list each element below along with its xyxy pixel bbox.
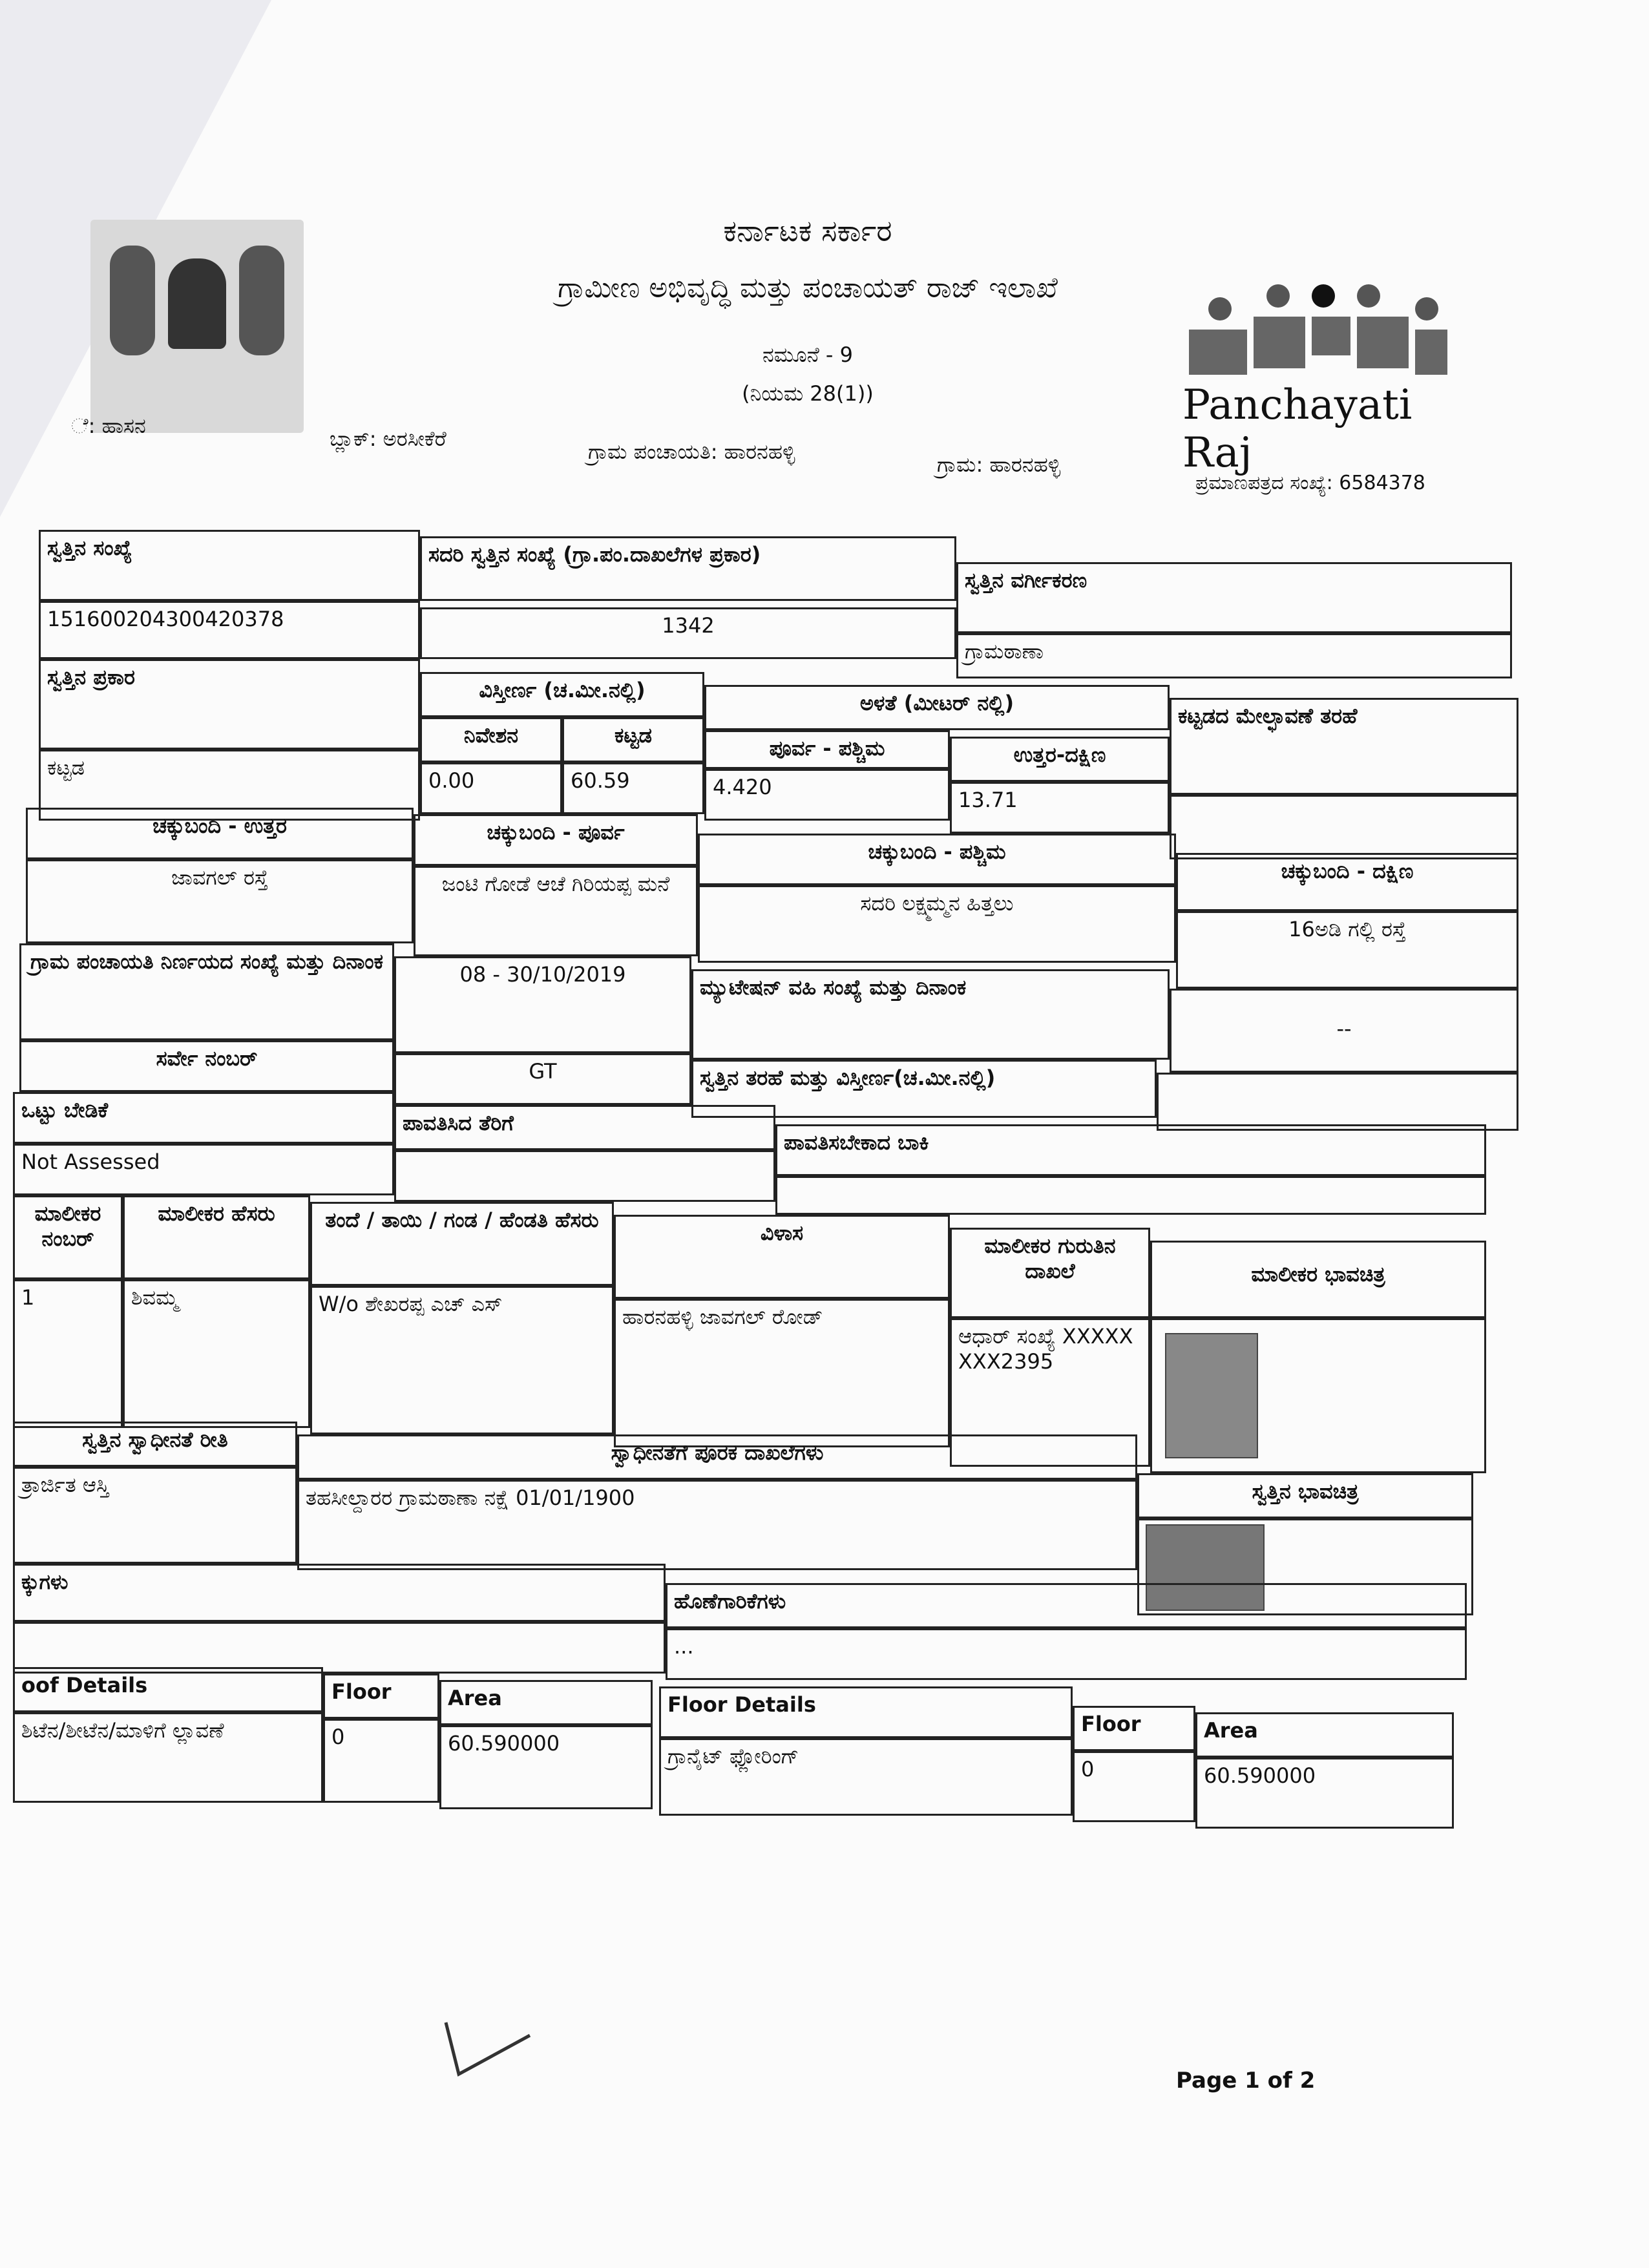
karnataka-emblem [90,220,304,433]
documents-label: ಸ್ವಾಧೀನತೆಗೆ ಪೂರಕ ದಾಖಲೆಗಳು [297,1434,1137,1480]
owner-photo-cell [1150,1318,1486,1473]
liabilities-label: ಹೊಣೆಗಾರಿಕೆಗಳು [666,1583,1467,1628]
tax-paid-label: ಪಾವತಿಸಿದ ತೆರಿಗೆ [394,1105,775,1150]
rule-no: (ನಿಯಮ 28(1)) [742,381,874,406]
property-no: 151600204300420378 [39,601,420,659]
address: ಹಾರನಹಳ್ಳಿ ಜಾವಗಲ್ ರೋಡ್ [614,1299,950,1447]
area-label: ವಿಸ್ತೀರ್ಣ (ಚ.ಮೀ.ನಲ್ಲಿ) [420,672,704,717]
survey-label: ಸರ್ವೇ ನಂಬರ್ [19,1040,394,1092]
boundary-east-label: ಚಕ್ಕುಬಂದಿ - ಪೂರ್ವ [414,814,698,866]
acquisition: ತ್ರಾರ್ಜಿತ ಆಸ್ತಿ [13,1467,297,1564]
resolution: 08 - 30/10/2019 [394,956,691,1053]
total-demand: Not Assessed [13,1144,394,1195]
floor-floor: 0 [1073,1751,1195,1822]
certificate-number: ಪ್ರಮಾಣಪತ್ರದ ಸಂಖ್ಯೆ: 6584378 [1195,472,1425,494]
roof-area: 60.590000 [439,1725,653,1809]
building-area: 60.59 [562,762,704,814]
owner-photo-label: ಮಾಲೀಕರ ಭಾವಚಿತ್ರ [1150,1241,1486,1318]
block: ಬ್ಲಾಕ್: ಅರಸೀಕೆರೆ [330,426,446,451]
roof-floor-label: Floor [323,1674,439,1719]
floor-details-label: Floor Details [659,1686,1073,1738]
owner-name: ಶಿವಮ್ಮ [123,1279,310,1428]
roof-area-label: Area [439,1680,653,1725]
village: ಗ್ರಾಮ: ಹಾರನಹಳ್ಳಿ [937,452,1061,477]
relation-name: W/o ಶೇಖರಪ್ಪ ಎಚ್ ಎಸ್ [310,1286,614,1434]
survey-no: GT [394,1053,691,1105]
district: ೆ: ಹಾಸನ [71,414,146,438]
ns-label: ಉತ್ತರ-ದಕ್ಷಿಣ [950,737,1170,782]
liabilities: ... [666,1628,1467,1680]
boundary-south: 16ಅಡಿ ಗಲ್ಲಿ ರಸ್ತೆ [1176,911,1518,989]
owner-no: 1 [13,1279,123,1428]
tick-mark [439,2010,543,2087]
page-number: Page 1 of 2 [1176,2068,1316,2094]
mutation-label: ಮ್ಯುಟೇಷನ್ ವಹಿ ಸಂಖ್ಯೆ ಮತ್ತು ದಿನಾಂಕ [691,969,1170,1060]
balance [775,1176,1486,1215]
panchayati-raj-logo [1182,278,1454,477]
boundary-west-label: ಚಕ್ಕುಬಂದಿ - ಪಶ್ಚಿಮ [698,834,1176,885]
balance-label: ಪಾವತಿಸಬೇಕಾದ ಬಾಕಿ [775,1124,1486,1176]
owner-photo [1165,1333,1258,1458]
form-no: ನಮೂನೆ - 9 [762,342,853,367]
boundary-north-label: ಚಕ್ಕುಬಂದಿ - ಉತ್ತರ [26,808,414,859]
property-type-label: ಸ್ವತ್ತಿನ ಪ್ರಕಾರ [39,659,420,750]
gov-title: ಕರ್ನಾಟಕ ಸರ್ಕಾರ [723,213,892,248]
building-label: ಕಟ್ಟಡ [562,717,704,762]
address-label: ವಿಳಾಸ [614,1215,950,1299]
rights-label: ಕ್ಕುಗಳು [13,1564,666,1622]
property-no-label: ಸ್ವತ್ತಿನ ಸಂಖ್ಯೆ [39,530,420,601]
id-doc-label: ಮಾಲೀಕರ ಗುರುತಿನ ದಾಖಲೆ [950,1228,1150,1318]
resolution-label: ಗ್ರಾಮ ಪಂಚಾಯತಿ ನಿರ್ಣಯದ ಸಂಖ್ಯೆ ಮತ್ತು ದಿನಾಂಕ [19,943,394,1040]
sadari-label: ಸದರಿ ಸ್ವತ್ತಿನ ಸಂಖ್ಯೆ (ಗ್ರಾ.ಪಂ.ದಾಖಲೆಗಳ ಪ್ರಕಾರ) [420,536,956,601]
site-area: 0.00 [420,762,562,814]
boundary-north: ಜಾವಗಲ್ ರಸ್ತೆ [26,859,414,943]
tax-paid [394,1150,775,1202]
roof-type [1170,795,1518,859]
mutation: -- [1170,989,1518,1073]
site-label: ನಿವೇಶನ [420,717,562,762]
roof-floor: 0 [323,1719,439,1803]
floor-details: ಗ್ರಾನೈಟ್ ಫ್ಲೋರಿಂಗ್ [659,1738,1073,1816]
ns-length: 13.71 [950,782,1170,834]
roof-type-label: ಕಟ್ಟಡದ ಮೇಲ್ಛಾವಣೆ ತರಹೆ [1170,698,1518,795]
classification-label: ಸ್ವತ್ತಿನ ವರ್ಗೀಕರಣ [956,562,1512,633]
ew-label: ಪೂರ್ವ - ಪಶ್ಚಿಮ [704,730,950,769]
gram-panchayat: ಗ್ರಾಮ ಪಂಚಾಯತಿ: ಹಾರನಹಳ್ಳಿ [588,439,795,464]
rights [13,1622,666,1674]
owner-no-label: ಮಾಲೀಕರ ನಂಬರ್ [13,1195,123,1279]
floor-area: 60.590000 [1195,1758,1454,1829]
roof-details: ಶಿಟೆನ/ಶೀಟೆನ/ಮಾಳಿಗೆ ಲ್ಲಾವಣೆ [13,1712,323,1803]
sadari-no: 1342 [420,607,956,659]
boundary-east: ಜಂಟಿ ಗೋಡೆ ಆಚೆ ಗಿರಿಯಪ್ಪ ಮನೆ [414,866,698,956]
logo-text: Panchayati Raj [1182,381,1413,477]
floor-floor-label: Floor [1073,1706,1195,1751]
id-doc: ಆಧಾರ್ ಸಂಖ್ಯೆ XXXXXXXX2395 [950,1318,1150,1467]
total-demand-label: ಒಟ್ಟು ಬೇಡಿಕೆ [13,1092,394,1144]
classification: ಗ್ರಾಮಠಾಣಾ [956,633,1512,678]
relation-label: ತಂದೆ / ತಾಯಿ / ಗಂಡ / ಹೆಂಡತಿ ಹೆಸರು [310,1202,614,1286]
documents: ತಹಸೀಲ್ದಾರರ ಗ್ರಾಮಠಾಣಾ ನಕ್ಷೆ 01/01/1900 [297,1480,1137,1570]
ew-length: 4.420 [704,769,950,821]
property-photo-label: ಸ್ವತ್ತಿನ ಭಾವಚಿತ್ರ [1137,1473,1473,1518]
floor-area-label: Area [1195,1712,1454,1758]
boundary-south-label: ಚಕ್ಕುಬಂದಿ - ದಕ್ಷಿಣ [1176,853,1518,911]
roof-details-label: oof Details [13,1667,323,1712]
property-type: ಕಟ್ಟಡ [39,750,420,821]
dept-title: ಗ್ರಾಮೀಣ ಅಭಿವೃದ್ಧಿ ಮತ್ತು ಪಂಚಾಯತ್ ರಾಜ್ ಇಲಾಖೆ [558,271,1058,304]
owner-name-label: ಮಾಲೀಕರ ಹೆಸರು [123,1195,310,1279]
property-type-area [1157,1073,1518,1131]
dimension-label: ಅಳತೆ (ಮೀಟರ್ ನಲ್ಲಿ) [704,685,1170,730]
property-type-area-label: ಸ್ವತ್ತಿನ ತರಹೆ ಮತ್ತು ವಿಸ್ತೀರ್ಣ(ಚ.ಮೀ.ನಲ್ಲಿ) [691,1060,1157,1118]
acquisition-label: ಸ್ವತ್ತಿನ ಸ್ವಾಧೀನತೆ ರೀತಿ [13,1422,297,1467]
boundary-west: ಸದರಿ ಲಕ್ಷ್ಮಮ್ಮನ ಹಿತ್ತಲು [698,885,1176,963]
